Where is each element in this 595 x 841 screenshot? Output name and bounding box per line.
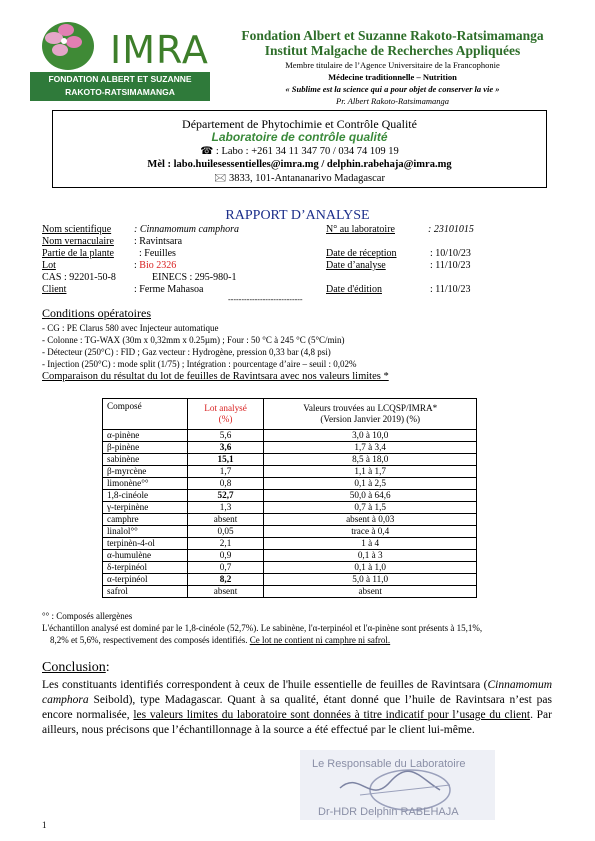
field-value: : 10/10/23 [430, 248, 471, 259]
field-client [42, 284, 203, 295]
comparison-title: Comparaison du résultat du lot de feuilles de Ravintsara avec nos valeurs limites * [42, 371, 389, 382]
conditions-line: - Injection (250°C) : mode split (1/75) ; Intégration : pourcentage d’aire – seuil : 0,02% [42, 359, 357, 369]
conclusion-title-text: Conclusion [42, 660, 106, 675]
compound-name: γ-terpinène [103, 502, 188, 514]
limit-value: 8,5 à 18,0 [264, 454, 477, 466]
table-row [103, 478, 477, 490]
limit-value: 3,0 à 10,0 [264, 430, 477, 442]
compound-name: α-terpinéol [103, 574, 188, 586]
mail-line: Mèl : labo.huilesessentielles@imra.mg / delphin.rabehaja@imra.mg [147, 159, 452, 170]
lab-name: Laboratoire de contrôle qualité [211, 130, 388, 144]
compound-name: α-humulène [103, 550, 188, 562]
field-edition-date [326, 284, 470, 295]
conclusion-title [42, 660, 110, 676]
field-label: Lot [42, 260, 56, 271]
field-label: Date d’analyse [326, 260, 386, 271]
field-reception-date [326, 248, 471, 259]
lot-value: 1,7 [187, 466, 264, 478]
limit-value: 50,0 à 64,6 [264, 490, 477, 502]
conclusion-paragraph [42, 678, 552, 738]
conclusion-species: Cinnamomum camphora [42, 679, 552, 706]
conclusion-colon: : [105, 660, 110, 675]
field-label: Date d'édition [326, 284, 382, 295]
compound-name: β-myrcène [103, 466, 188, 478]
table-row [103, 502, 477, 514]
compound-name: safrol [103, 586, 188, 598]
header-values [264, 399, 477, 430]
report-title: RAPPORT D’ANALYSE [225, 208, 370, 223]
header-lot-line1: Lot analysé [204, 403, 247, 413]
field-value: : 11/10/23 [430, 284, 471, 295]
table-row [103, 466, 477, 478]
field-value: : Ravintsara [134, 236, 183, 247]
table-row [103, 526, 477, 538]
conclusion-indicative: les valeurs limites du laboratoire sont données à titre indicatif pour l’usage du client [133, 709, 531, 721]
lot-value: 52,7 [187, 490, 264, 502]
logo-band [30, 72, 210, 101]
signature-name: Dr-HDR Delphin RABEHAJA [318, 806, 459, 818]
membership-line: Membre titulaire de l’Agence Universitaire de la Francophonie [285, 60, 500, 70]
field-scientific-name [42, 224, 239, 235]
field-plant-part [42, 248, 176, 259]
note-line1: L'échantillon analysé est dominé par le 1,8-cinéole (52,7%). Le sabinène, l'α-terpinéol et l'α-pinène sont présents à 15,1%, [42, 623, 483, 633]
limit-value: 0,7 à 1,5 [264, 502, 477, 514]
author-line: Pr. Albert Rakoto-Ratsimamanga [336, 96, 449, 106]
limit-value: absent [264, 586, 477, 598]
field-vernacular-name [42, 236, 182, 247]
motto-line: « Sublime est la science qui a pour objet de conserver la vie » [285, 84, 500, 94]
lot-value: 0,7 [187, 562, 264, 574]
logo-band-line2: RAKOTO-RATSIMAMANGA [65, 87, 175, 97]
conclusion-p3: . Par ailleurs, nous précisons que l’échantillonnage à la source a été effectué par le client lui-même. [42, 709, 552, 736]
field-value: : Feuilles [139, 248, 176, 259]
compound-name: α-pinène [103, 430, 188, 442]
limit-value: 1,1 à 1,7 [264, 466, 477, 478]
header-compose: Composé [103, 399, 188, 430]
field-label: N° au laboratoire [326, 224, 395, 235]
field-label: Partie de la plante [42, 248, 114, 259]
header-values-line2: (Version Janvier 2019) (%) [320, 414, 421, 424]
compound-name: sabinène [103, 454, 188, 466]
compound-name: linalol°° [103, 526, 188, 538]
lot-value: 0,05 [187, 526, 264, 538]
logo-band-line1: FONDATION ALBERT ET SUZANNE [48, 74, 192, 84]
department-box [52, 110, 547, 188]
compound-name: camphre [103, 514, 188, 526]
compound-name: 1,8-cinéole [103, 490, 188, 502]
table-row [103, 562, 477, 574]
lot-value: 15,1 [187, 454, 264, 466]
field-cas [42, 272, 236, 283]
field-lab-number [326, 224, 474, 235]
allergen-note: °° : Composés allergènes [42, 611, 133, 621]
address-line: 🖂 3833, 101-Antananarivo Madagascar [214, 172, 385, 184]
table-row [103, 442, 477, 454]
header-lot [187, 399, 264, 430]
conditions-line: - CG : PE Clarus 580 avec Injecteur automatique [42, 323, 219, 333]
field-label: Date de réception [326, 248, 397, 259]
limit-value: 1 à 4 [264, 538, 477, 550]
field-value: : 23101015 [428, 224, 474, 235]
flower-icon [32, 16, 112, 76]
field-value: : Cinnamomum camphora [134, 224, 239, 235]
conditions-line: - Colonne : TG-WAX (30m x 0,32mm x 0.25µm) ; Four : 50 °C à 245 °C (5°C/min) [42, 335, 345, 345]
table-header-row [103, 399, 477, 430]
table-row [103, 490, 477, 502]
compound-name: terpinèn-4-ol [103, 538, 188, 550]
field-value: : 11/10/23 [430, 260, 471, 271]
limit-value: absent à 0,03 [264, 514, 477, 526]
field-label: Nom scientifique [42, 224, 112, 235]
logo-word: IMRA [110, 28, 209, 72]
limit-value: 0,1 à 3 [264, 550, 477, 562]
conclusion-p2: Seibold), type Madagascar. Quant à sa qualité, étant donné que l’huile de Ravintsara n’est pas encore normalisée, [42, 694, 552, 721]
conclusion-p1: Les constituants identifiés correspondent à ceux de l'huile essentielle de feuilles de Ravintsara ( [42, 679, 488, 691]
compound-name: δ-terpinéol [103, 562, 188, 574]
table-row [103, 574, 477, 586]
table-row [103, 454, 477, 466]
signature-title: Le Responsable du Laboratoire [312, 758, 466, 770]
field-lot [42, 260, 176, 271]
table-row [103, 514, 477, 526]
field-value: : Ferme Mahasoa [134, 284, 204, 295]
limit-value: 1,7 à 3,4 [264, 442, 477, 454]
header-lot-line2: (%) [218, 414, 233, 424]
limit-value: 0,1 à 2,5 [264, 478, 477, 490]
header-values-line1: Valeurs trouvées au LCQSP/IMRA* [303, 403, 438, 413]
limit-value: 0,1 à 1,0 [264, 562, 477, 574]
field-label: Nom vernaculaire [42, 236, 114, 247]
separator-line: ---------------------------- [228, 295, 303, 304]
composition-table [102, 398, 477, 598]
table-row [103, 538, 477, 550]
lot-value: absent [187, 586, 264, 598]
foundation-title: Fondation Albert et Suzanne Rakoto-Ratsimamanga [241, 28, 544, 43]
conditions-line: - Détecteur (250°C) : FID ; Gaz vecteur : Hydrogène, pression 0,33 bar (4,8 psi) [42, 347, 331, 357]
lot-value: 3,6 [187, 442, 264, 454]
field-value: : [134, 260, 140, 271]
lot-value: 0,8 [187, 478, 264, 490]
phone-line: ☎ : Labo : +261 34 11 347 70 / 034 74 109 19 [200, 145, 399, 157]
field-label: CAS : 92201-50-8 [42, 272, 116, 283]
lot-number: Bio 2326 [139, 260, 177, 271]
lot-value: 2,1 [187, 538, 264, 550]
lot-value: absent [187, 514, 264, 526]
compound-name: limonène°° [103, 478, 188, 490]
table-row [103, 550, 477, 562]
lot-value: 0,9 [187, 550, 264, 562]
table-row [103, 586, 477, 598]
note-line2 [50, 634, 390, 646]
field-label: Client [42, 284, 67, 295]
lot-value: 5,6 [187, 430, 264, 442]
page-number: 1 [42, 820, 47, 830]
compound-name: β-pinène [103, 442, 188, 454]
specialty-line: Médecine traditionnelle – Nutrition [328, 72, 457, 82]
note-line2-underlined: Ce lot ne contient ni camphre ni safrol. [249, 635, 391, 645]
conditions-title: Conditions opératoires [42, 306, 151, 320]
lot-value: 1,3 [187, 502, 264, 514]
field-value: EINECS : 295-980-1 [152, 272, 237, 283]
table-row [103, 430, 477, 442]
department-name: Département de Phytochimie et Contrôle Qualité [182, 117, 417, 131]
limit-value: trace à 0,4 [264, 526, 477, 538]
field-analysis-date [326, 260, 470, 271]
limit-value: 5,0 à 11,0 [264, 574, 477, 586]
lot-value: 8,2 [187, 574, 264, 586]
institute-title: Institut Malgache de Recherches Appliquées [264, 43, 521, 58]
note-line2-text: 8,2% et 5,6%, respectivement des composés identifiés. [50, 635, 250, 645]
